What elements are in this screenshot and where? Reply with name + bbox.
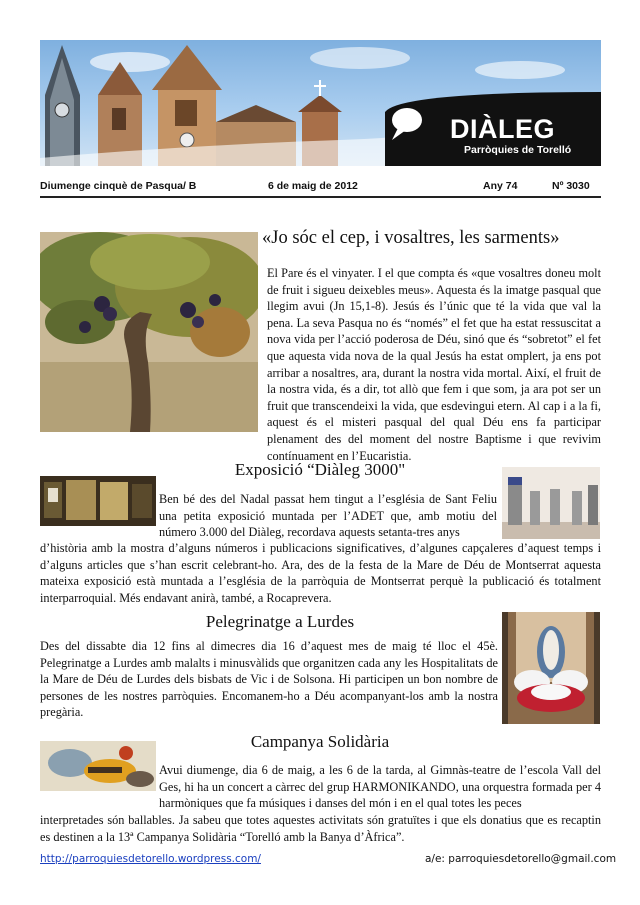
exhibition-photo-right [502,467,600,539]
pilgrimage-title: Pelegrinatge a Lurdes [205,612,355,631]
pilgrimage-text: Des del dissabte dia 12 fins al dimecres dia 16 d’aquest mes de maig té lloc el 45è. Pelegrinatge a Lurdes amb malalts i minusvàlids que organitzen cada any les Hospitalitats de la Mare de Déu de Lurdes dels bisbats de Vic i de Solsona. Hi participen un bon nombre de persones de les nostres parròquies. Encomanem-ho a Déu acompanyant-los amb la nostra pregària. [40,639,498,720]
masthead-title: DIÀLEG [450,114,556,144]
exhibition-title: Exposició “Diàleg 3000" [234,460,406,479]
grapevine-photo [40,232,258,432]
header-divider [40,196,601,198]
lourdes-shrine-photo [502,612,600,724]
issue-number: Nº 3030 [552,180,590,192]
exhibition-text-top: Ben bé des del Nadal passat hem tingut a l’església de Sant Feliu una petita exposició muntada per l’ADET que, amb motiu del número 3.000 del Diàleg, recordava aquests setanta-tres anys [159,492,497,540]
campaign-text-top: Avui diumenge, dia 6 de maig, a les 6 de la tarda, al Gimnàs-teatre de l’escola Vall del Ges, hi ha un concert a càrrec del grup HARMONIKANDO, una orquestra formada per 4 harmòniques que fa músiques i danses del món i en el qual totes les peces [159,763,601,811]
campaign-title: Campanya Solidària [250,732,390,751]
issue-year: Any 74 [483,180,518,192]
website-link[interactable]: http://parroquiesdetorello.wordpress.com/ [40,853,261,865]
sunday-label: Diumenge cinquè de Pasqua/ B [40,180,197,192]
masthead-subtitle: Parròquies de Torelló [464,144,572,156]
header-banner [40,40,601,166]
main-article-text: El Pare és el vinyater. I el que compta és «que vosaltres doneu molt de fruit i sigueu deixebles meus». Aquesta és la imatge pasqual que llegim avui (Jn 15,1-8). Jesús és l’únic que té la vida que val la pena. La seva Pasqua no és “només” el fet que ha estat ressuscitat a nova vida per l’acció poderosa de Déu, sinó que és “sobretot” el fet que aquesta vida nova de la qual Jesús ha estat omplert, ja ens pot arribar a nosaltres, ara, durant la nostra vida mortal. Així, el fruit de la nostra vida, és a dir, tot allò que fem i que som, ja ara pot ser un fruit que transcendeixi la vida, que esdevingui etern. Al cap i a la fi, aquest és el misteri pasqual del qual Déu ens fa participar plenament des del moment del nostre Baptisme i que revivim contínuament en l’Eucaristia. [267,266,601,463]
campaign-text-bottom: interpretades són ballables. Ja sabeu que totes aquestes activitats són gratuïtes i que els donatius que es recaptin es destinen a la 13ª Campanya Solidària “Torelló amb la Banya d’Àfrica”. [40,813,601,844]
issue-date: 6 de maig de 2012 [268,180,358,192]
exhibition-text-bottom: d’història amb la mostra d’alguns números i publicacions significatives, d’algunes capçaleres d’aquest temps i d’alguns articles que s’han escrit celebrant-ho. Ara, des de la festa de la Mare de Déu de Montserrat aquesta mateixa exposició està muntada a l’església de la parròquia de Montserrat perquè la publicació és totalment interparroquial. Més endavant anirà, també, a Rocaprevera. [40,541,601,605]
exhibition-photo-left [40,476,156,526]
contact-email: a/e: parroquiesdetorello@gmail.com [425,853,617,865]
main-article-title: «Jo sóc el cep, i vosaltres, les sarments» [262,228,560,248]
harmonica-band-photo [40,741,156,791]
